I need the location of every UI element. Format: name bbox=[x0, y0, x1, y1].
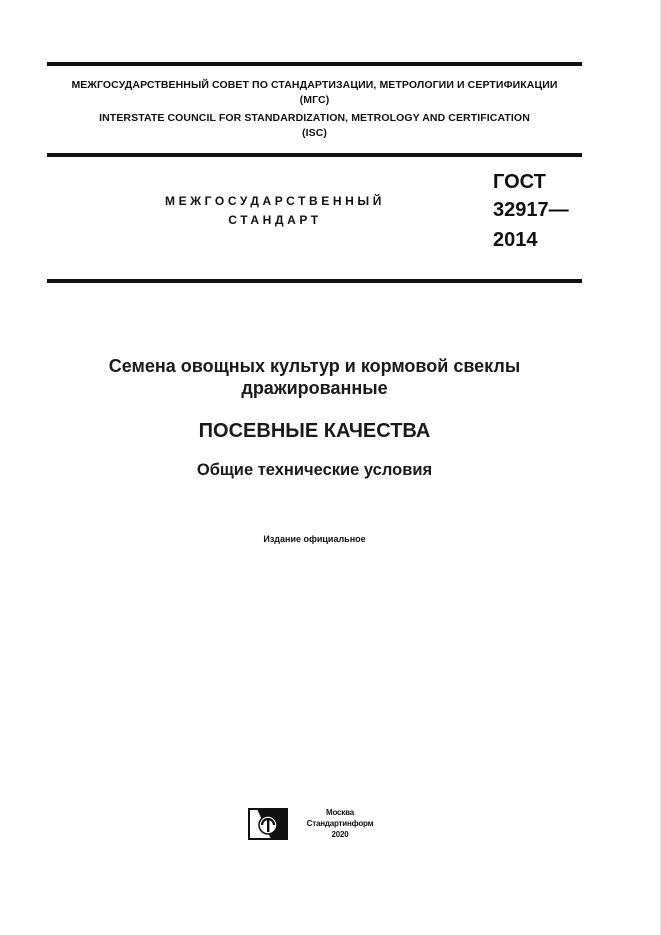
publisher-year: 2020 bbox=[331, 830, 349, 839]
middle-rule bbox=[47, 153, 582, 157]
council-ru-abbr: (МГС) bbox=[299, 94, 330, 106]
council-en-name: INTERSTATE COUNCIL FOR STANDARDIZATION, METROLOGY AND CERTIFICATION bbox=[99, 112, 530, 124]
title-line2: дражированные bbox=[241, 378, 388, 398]
gost-label: ГОСТ bbox=[493, 171, 546, 193]
publisher-name: Стандартинформ bbox=[306, 819, 374, 828]
council-en-abbr: (ISC) bbox=[302, 127, 327, 139]
standard-kind-line2: СТАНДАРТ bbox=[228, 213, 322, 227]
standard-kind-line1: МЕЖГОСУДАРСТВЕННЫЙ bbox=[165, 194, 385, 208]
title-line1: Семена овощных культур и кормовой свеклы bbox=[108, 356, 521, 376]
title-subtitle: Общие технические условия bbox=[196, 461, 433, 479]
standartinform-logo-icon bbox=[248, 808, 288, 840]
bottom-rule bbox=[47, 279, 582, 283]
gost-year: 2014 bbox=[493, 229, 538, 251]
gost-number: 32917— bbox=[493, 199, 569, 221]
title-main: ПОСЕВНЫЕ КАЧЕСТВА bbox=[198, 420, 431, 442]
publisher-city: Москва bbox=[326, 808, 354, 817]
council-ru-name: МЕЖГОСУДАРСТВЕННЫЙ СОВЕТ ПО СТАНДАРТИЗАЦИИ, МЕТРОЛОГИИ И СЕРТИФИКАЦИИ bbox=[71, 79, 558, 91]
top-rule bbox=[47, 62, 582, 66]
edition-label: Издание официальное bbox=[263, 534, 366, 544]
